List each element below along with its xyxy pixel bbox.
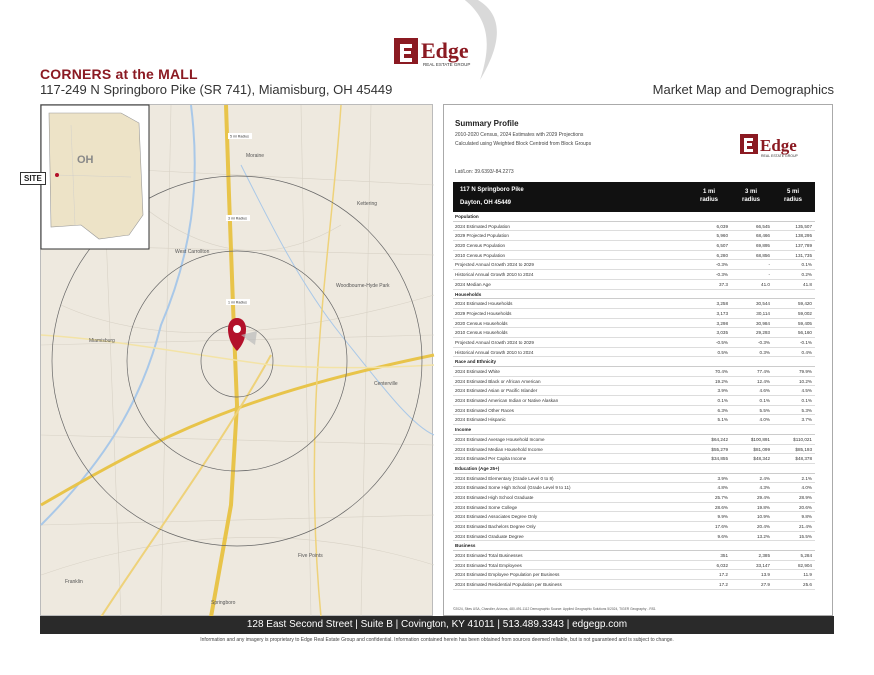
row-value: 68,466 bbox=[755, 233, 770, 239]
table-row bbox=[453, 377, 815, 387]
row-value: 56,160 bbox=[797, 330, 812, 336]
contact-bar: 128 East Second Street | Suite B | Covington, KY 41011 | 513.489.3343 | edgegp.com bbox=[40, 616, 834, 634]
row-value: 68,856 bbox=[755, 252, 770, 258]
svg-text:Edge: Edge bbox=[760, 136, 797, 155]
table-body bbox=[453, 212, 815, 590]
site-pin-icon bbox=[228, 318, 257, 351]
ring-label-1mi: 1 mi Radius bbox=[228, 300, 247, 305]
table-row bbox=[453, 522, 815, 532]
row-label: 2024 Estimated Median Household Income bbox=[455, 446, 543, 452]
row-value: 10.9% bbox=[756, 514, 770, 520]
row-value: 13.2% bbox=[756, 533, 770, 539]
row-value: 9.9% bbox=[717, 514, 728, 520]
section-header: Population bbox=[453, 212, 815, 222]
row-value: 10.2% bbox=[798, 378, 812, 384]
row-value: 0.4% bbox=[801, 349, 812, 355]
row-value: -0.3% bbox=[715, 262, 728, 268]
row-value: $110,021 bbox=[793, 436, 812, 442]
table-row bbox=[453, 435, 815, 445]
row-value: 82,904 bbox=[797, 562, 812, 568]
row-label: 2024 Estimated Black or African American bbox=[455, 378, 541, 384]
row-value: 77.4% bbox=[756, 369, 770, 374]
svg-text:REAL ESTATE GROUP: REAL ESTATE GROUP bbox=[761, 154, 798, 158]
row-value: 17.2 bbox=[719, 582, 728, 588]
row-value: 29.4% bbox=[756, 494, 770, 500]
row-label: 2024 Estimated American Indian or Native Alaskan bbox=[455, 398, 559, 404]
table-row bbox=[453, 231, 815, 241]
row-label: 2024 Estimated Residential Population per Business bbox=[455, 582, 562, 588]
report-footnote: ©2024, Sites USA, Chandler, Arizona, 480-491-1112 Demographic Source: Applied Geographic Solutions 5/2024, TIGER Geography - RS1 bbox=[453, 607, 656, 611]
row-value: 3,258 bbox=[716, 301, 728, 307]
map-label-kettering: Kettering bbox=[357, 201, 378, 207]
row-value: 59,420 bbox=[797, 301, 812, 307]
table-row bbox=[453, 406, 815, 416]
table-row bbox=[453, 309, 815, 319]
row-value: 0.2% bbox=[801, 272, 812, 278]
row-value: 2,385 bbox=[758, 553, 770, 559]
row-value: 30,544 bbox=[755, 301, 770, 307]
section-header: Race and Ethnicity bbox=[453, 357, 815, 367]
row-value: 3.9% bbox=[717, 388, 728, 394]
row-value: -0.5% bbox=[715, 339, 728, 345]
row-value: 2.4% bbox=[759, 475, 770, 481]
row-value: 0.1% bbox=[801, 398, 812, 404]
row-label: Projected Annual Growth 2024 to 2029 bbox=[455, 262, 534, 268]
row-value: - bbox=[768, 262, 770, 268]
row-label: 2024 Estimated Total Employees bbox=[455, 562, 522, 568]
row-value: 20.4% bbox=[756, 524, 770, 529]
table-row bbox=[453, 222, 815, 232]
row-value: 66,545 bbox=[755, 223, 770, 229]
table-row bbox=[453, 415, 815, 425]
row-value: 21.4% bbox=[798, 524, 812, 529]
row-value: $64,242 bbox=[711, 436, 728, 442]
site-address-line2: Dayton, OH 45449 bbox=[460, 200, 512, 206]
row-label: 2024 Estimated White bbox=[455, 369, 500, 374]
row-value: $55,279 bbox=[711, 446, 728, 452]
report-subtitle-2: Calculated using Weighted Block Centroid from Block Groups bbox=[455, 141, 592, 147]
row-value: 9.8% bbox=[801, 514, 812, 520]
row-value: 79.9% bbox=[798, 369, 812, 374]
row-value: $100,891 bbox=[750, 436, 770, 442]
row-value: 3,173 bbox=[716, 310, 728, 316]
row-value: 59,405 bbox=[797, 320, 812, 326]
table-row bbox=[453, 270, 815, 280]
row-value: - bbox=[768, 272, 770, 278]
table-row bbox=[453, 280, 815, 290]
inset-state-label: OH bbox=[77, 154, 94, 166]
report-edge-logo bbox=[740, 130, 810, 160]
table-row bbox=[453, 348, 815, 358]
table-row bbox=[453, 580, 815, 590]
row-label: 2024 Estimated Asian or Pacific Islander bbox=[455, 388, 538, 394]
row-value: 351 bbox=[720, 553, 728, 559]
row-value: 30,114 bbox=[756, 310, 770, 316]
disclaimer: Information and any imagery is proprietary to Edge Real Estate Group and confidential. Information contained herein has been obtained from sources deemed reliable, but is not guaranteed and is subject to change. bbox=[200, 637, 674, 643]
row-value: 9.6% bbox=[717, 533, 728, 539]
table-row bbox=[453, 241, 815, 251]
site-address-line1: 117 N Springboro Pike bbox=[460, 187, 524, 193]
row-value: 33,147 bbox=[755, 562, 770, 568]
row-label: 2029 Projected Population bbox=[455, 233, 509, 239]
row-label: 2024 Estimated Some High School (Grade Level 9 to 11) bbox=[455, 485, 571, 491]
table-row bbox=[453, 396, 815, 406]
row-value: 6,039 bbox=[716, 223, 728, 229]
section-header: Income bbox=[453, 425, 815, 435]
ring-label-3mi: 3 mi Radius bbox=[228, 216, 247, 221]
row-value: 0.1% bbox=[801, 262, 812, 268]
row-label: 2010 Census Population bbox=[455, 252, 506, 258]
row-value: $48,342 bbox=[753, 456, 770, 462]
row-label: Projected Annual Growth 2024 to 2029 bbox=[455, 339, 534, 345]
map-label-woodbourne: Woodbourne-Hyde Park bbox=[336, 283, 390, 289]
table-row bbox=[453, 445, 815, 455]
row-value: 6.3% bbox=[717, 407, 728, 413]
row-value: 4.0% bbox=[759, 417, 770, 423]
row-value: 30,984 bbox=[755, 320, 770, 326]
row-label: 2024 Estimated Some College bbox=[455, 504, 518, 510]
col-5mi: 5 mi radius bbox=[783, 189, 802, 203]
row-value: 5.3% bbox=[801, 407, 812, 413]
report-latlon: Lat/Lon: 39.6393/-84.2273 bbox=[455, 169, 514, 175]
row-label: 2024 Estimated Associates Degree Only bbox=[455, 514, 538, 520]
map-label-moraine: Moraine bbox=[246, 153, 265, 159]
logo-text: Edge bbox=[421, 38, 469, 63]
table-row bbox=[453, 483, 815, 493]
row-value: 3.7% bbox=[801, 417, 812, 423]
table-row bbox=[453, 319, 815, 329]
ring-label-5mi: 5 mi Radius bbox=[230, 134, 249, 139]
row-value: 5.5% bbox=[759, 407, 770, 413]
table-row bbox=[453, 503, 815, 513]
map-svg bbox=[41, 105, 434, 617]
table-row bbox=[453, 532, 815, 542]
row-value: 5,960 bbox=[716, 233, 728, 239]
row-label: 2020 Census Population bbox=[455, 243, 506, 249]
row-value: 59,002 bbox=[797, 310, 812, 316]
row-label: 2024 Estimated Per Capita Income bbox=[455, 456, 527, 462]
row-value: 2.1% bbox=[801, 475, 812, 481]
logo-tagline: REAL ESTATE GROUP bbox=[423, 62, 471, 67]
row-value: 11.9 bbox=[803, 572, 812, 578]
map-label-five-points: Five Points bbox=[298, 553, 323, 559]
map-label-springboro: Springboro bbox=[211, 600, 236, 606]
table-row bbox=[453, 570, 815, 580]
row-value: 70.4% bbox=[714, 369, 728, 374]
row-value: 4.6% bbox=[759, 388, 770, 394]
row-label: 2024 Estimated Hispanic bbox=[455, 417, 506, 423]
row-value: -0.3% bbox=[715, 272, 728, 278]
row-label: 2010 Census Households bbox=[455, 330, 508, 336]
row-value: 20.6% bbox=[798, 504, 812, 510]
property-address: 117-249 N Springboro Pike (SR 741), Miamisburg, OH 45449 bbox=[40, 82, 393, 97]
row-value: 12.4% bbox=[756, 378, 770, 384]
row-value: 37.3 bbox=[719, 281, 728, 287]
table-row bbox=[453, 299, 815, 309]
row-label: 2024 Estimated Average Household Income bbox=[455, 436, 545, 442]
row-value: 4.0% bbox=[801, 485, 812, 491]
report-title: Summary Profile bbox=[455, 119, 519, 128]
edge-logo bbox=[394, 34, 486, 68]
row-value: 28.9% bbox=[798, 494, 812, 500]
table-row bbox=[453, 338, 815, 348]
row-value: 4.8% bbox=[717, 485, 728, 491]
row-label: 2024 Estimated Households bbox=[455, 301, 513, 307]
demographics-table bbox=[453, 182, 815, 590]
row-value: $48,378 bbox=[795, 456, 812, 462]
row-value: 5,284 bbox=[800, 553, 812, 559]
row-value: 29,293 bbox=[755, 330, 770, 336]
row-value: 5.1% bbox=[717, 417, 728, 423]
map-label-franklin: Franklin bbox=[65, 579, 83, 585]
row-value: 41.8 bbox=[803, 281, 812, 287]
row-value: 135,507 bbox=[795, 223, 812, 229]
row-value: 0.1% bbox=[717, 398, 728, 404]
row-label: 2024 Estimated Elementary (Grade Level 0 to 8) bbox=[455, 475, 554, 481]
row-value: 13.9 bbox=[761, 572, 770, 578]
row-value: 17.2 bbox=[719, 572, 728, 578]
report-subtitle-1: 2010-2020 Census, 2024 Estimates with 2029 Projections bbox=[455, 132, 584, 138]
col-3mi: 3 mi radius bbox=[741, 189, 760, 203]
row-label: Historical Annual Growth 2010 to 2024 bbox=[455, 349, 534, 355]
section-header: Business bbox=[453, 541, 815, 551]
table-row bbox=[453, 493, 815, 503]
row-value: 6,280 bbox=[716, 252, 728, 258]
row-value: 25.7% bbox=[714, 494, 728, 500]
row-label: 2024 Estimated Population bbox=[455, 223, 510, 229]
page-heading: Market Map and Demographics bbox=[652, 82, 834, 97]
map-label-west-carrollton: West Carrollton bbox=[175, 249, 210, 255]
row-label: Historical Annual Growth 2010 to 2024 bbox=[455, 272, 534, 278]
row-value: 4.3% bbox=[759, 485, 770, 491]
row-value: $85,193 bbox=[795, 446, 812, 452]
row-value: 19.8% bbox=[756, 504, 770, 510]
row-value: 0.5% bbox=[717, 349, 728, 355]
row-value: 25.6 bbox=[803, 582, 812, 588]
row-value: 3,035 bbox=[716, 330, 728, 336]
table-row bbox=[453, 367, 815, 377]
row-value: $81,099 bbox=[753, 446, 770, 452]
row-value: 28.6% bbox=[714, 504, 728, 510]
table-row bbox=[453, 251, 815, 261]
row-value: 3,298 bbox=[716, 320, 728, 326]
row-value: 17.6% bbox=[714, 524, 728, 529]
section-header: Education (Age 25+) bbox=[453, 464, 815, 474]
table-header bbox=[453, 182, 815, 212]
row-value: -0.1% bbox=[799, 339, 812, 345]
row-value: $34,855 bbox=[711, 456, 728, 462]
inset-ohio-map bbox=[41, 105, 149, 249]
row-label: 2020 Census Households bbox=[455, 320, 508, 326]
table-row bbox=[453, 328, 815, 338]
row-value: 15.5% bbox=[798, 533, 812, 539]
row-label: 2024 Estimated Other Races bbox=[455, 407, 514, 413]
table-row bbox=[453, 386, 815, 396]
row-label: 2024 Estimated Graduate Degree bbox=[455, 533, 524, 539]
market-map[interactable] bbox=[24, 104, 433, 616]
row-value: -0.3% bbox=[757, 339, 770, 345]
table-row bbox=[453, 260, 815, 270]
summary-profile-panel bbox=[443, 104, 833, 616]
row-label: 2024 Median Age bbox=[455, 281, 491, 287]
table-row bbox=[453, 454, 815, 464]
row-value: 138,295 bbox=[795, 233, 812, 239]
row-value: 27.9 bbox=[761, 582, 770, 588]
row-value: 6,032 bbox=[716, 562, 728, 568]
row-label: 2024 Estimated Employee Population per Business bbox=[455, 572, 560, 578]
row-value: 4.5% bbox=[801, 388, 812, 394]
table-row bbox=[453, 474, 815, 484]
property-title: CORNERS at the MALL bbox=[40, 66, 198, 82]
row-label: 2024 Estimated Total Businesses bbox=[455, 553, 523, 559]
row-value: 41.0 bbox=[761, 281, 770, 287]
row-value: 137,789 bbox=[795, 243, 812, 249]
row-value: 131,735 bbox=[795, 252, 812, 258]
row-label: 2029 Projected Households bbox=[455, 310, 512, 316]
map-label-miamisburg: Miamisburg bbox=[89, 338, 115, 344]
row-value: 3.9% bbox=[717, 475, 728, 481]
row-label: 2024 Estimated Bachelors Degree Only bbox=[455, 524, 536, 529]
row-value: 0.1% bbox=[759, 398, 770, 404]
row-value: 6,507 bbox=[716, 243, 728, 249]
site-label: SITE bbox=[20, 172, 46, 185]
section-header: Households bbox=[453, 290, 815, 300]
row-value: 69,895 bbox=[755, 243, 770, 249]
table-row bbox=[453, 512, 815, 522]
row-value: 19.2% bbox=[714, 378, 728, 384]
map-label-centerville: Centerville bbox=[374, 381, 398, 387]
row-value: 0.3% bbox=[759, 349, 770, 355]
col-1mi: 1 mi radius bbox=[699, 189, 718, 203]
table-row bbox=[453, 561, 815, 571]
table-row bbox=[453, 551, 815, 561]
row-label: 2024 Estimated High School Graduate bbox=[455, 494, 534, 500]
